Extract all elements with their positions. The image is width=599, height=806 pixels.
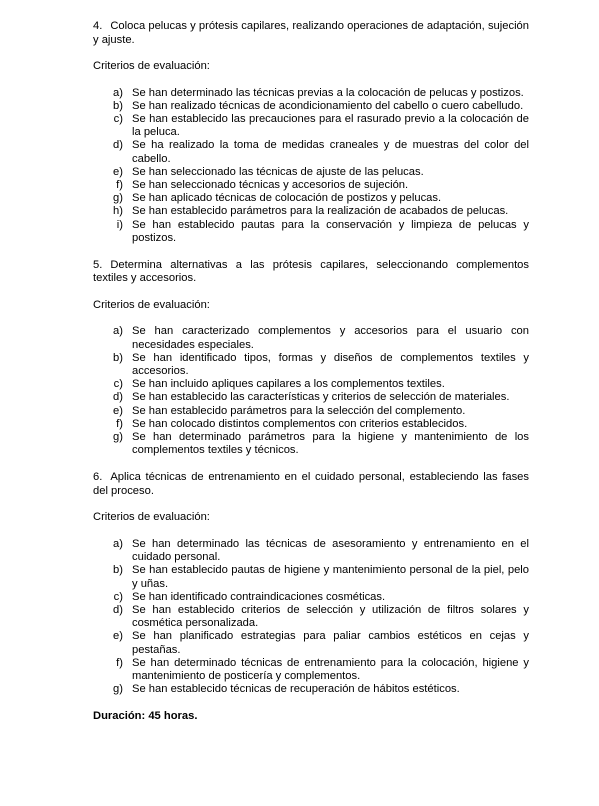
item-text: Se han determinado las técnicas previas a la colocación de pelucas y postizos. [132, 86, 524, 99]
list-item [105, 604, 529, 630]
item-letter: e) [113, 165, 123, 178]
item-text: Se ha realizado la toma de medidas craneales y de muestras del color del cabello. [132, 139, 529, 165]
item-text: Se han planificado estrategias para paliar cambios estéticos en cejas y pestañas. [132, 630, 529, 656]
item-letter: h) [113, 205, 123, 218]
item-letter: c) [113, 112, 123, 125]
item-letter: d) [113, 139, 123, 152]
item-letter: c) [113, 590, 123, 603]
list-item [105, 325, 529, 351]
document-page [93, 20, 529, 724]
criteria-heading: Criterios de evaluación: [93, 511, 210, 524]
item-text: Se han caracterizado complementos y accesorios para el usuario con necesidades especiales. [132, 325, 529, 351]
list-item [105, 405, 529, 418]
outcome-text: Aplica técnicas de entrenamiento en el cuidado personal, estableciendo las fases del proceso. [93, 471, 529, 497]
criteria-list [93, 87, 529, 245]
item-letter: b) [113, 99, 123, 112]
duration-text: Duración: 45 horas. [93, 710, 198, 723]
item-letter: g) [113, 192, 123, 205]
item-text: Se han determinado parámetros para la higiene y mantenimiento de los complementos textiles y técnicos. [132, 431, 529, 457]
list-item [105, 113, 529, 139]
item-letter: g) [113, 683, 123, 696]
outcome-text: Coloca pelucas y prótesis capilares, realizando operaciones de adaptación, sujeción y ajuste. [93, 20, 529, 46]
list-item [105, 378, 529, 391]
outcome-text: Determina alternativas a las prótesis capilares, seleccionando complementos textiles y accesorios. [93, 258, 529, 285]
item-text: Se han identificado contraindicaciones cosméticas. [132, 590, 386, 603]
list-item [105, 87, 529, 100]
criteria-list [93, 538, 529, 696]
list-item [105, 431, 529, 457]
outcome-number: 4. [93, 20, 103, 32]
criteria-heading: Criterios de evaluación: [93, 60, 210, 72]
item-text: Se han colocado distintos complementos con criterios establecidos. [132, 417, 468, 430]
item-letter: c) [113, 378, 123, 391]
item-text: Se han establecido pautas de higiene y mantenimiento personal de la piel, pelo y uñas. [132, 564, 529, 590]
item-letter: b) [113, 564, 123, 577]
list-item [105, 139, 529, 165]
item-text: Se han seleccionado las técnicas de ajuste de las pelucas. [132, 165, 424, 178]
item-text: Se han establecido las precauciones para el rasurado previo a la colocación de la peluca. [132, 112, 529, 139]
item-text: Se han identificado tipos, formas y diseños de complementos textiles y accesorios. [132, 351, 529, 378]
item-letter: a) [113, 325, 123, 338]
item-text: Se han aplicado técnicas de colocación de postizos y pelucas. [132, 192, 442, 205]
list-item [105, 179, 529, 192]
criteria-list [93, 325, 529, 457]
item-text: Se han establecido pautas para la conservación y limpieza de pelucas y postizos. [132, 218, 529, 244]
item-letter: i) [116, 218, 123, 231]
item-letter: d) [113, 603, 123, 616]
list-item [105, 205, 529, 218]
item-letter: f) [116, 178, 123, 191]
list-item [105, 418, 529, 431]
list-item [105, 591, 529, 604]
item-letter: f) [116, 417, 123, 430]
learning-outcome-5 [93, 259, 529, 286]
list-item [105, 657, 529, 683]
list-item [105, 352, 529, 378]
list-item [105, 100, 529, 113]
item-text: Se han determinado las técnicas de asesoramiento y entrenamiento en el cuidado personal. [132, 537, 529, 564]
outcome-number: 5. [93, 258, 103, 271]
list-item [105, 630, 529, 656]
item-letter: a) [113, 86, 123, 99]
list-item [105, 538, 529, 564]
list-item [105, 391, 529, 404]
list-item [105, 683, 529, 696]
list-item [105, 166, 529, 179]
list-item [105, 192, 529, 205]
item-letter: b) [113, 351, 123, 364]
item-text: Se han establecido técnicas de recuperación de hábitos estéticos. [132, 683, 460, 696]
item-letter: a) [113, 537, 123, 550]
item-text: Se han seleccionado técnicas y accesorios de sujeción. [132, 178, 409, 191]
item-text: Se han establecido parámetros para la realización de acabados de pelucas. [132, 205, 509, 218]
item-letter: e) [113, 404, 123, 417]
item-letter: d) [113, 391, 123, 404]
item-letter: f) [116, 656, 123, 669]
item-text: Se han realizado técnicas de acondicionamiento del cabello o cuero cabelludo. [132, 99, 524, 112]
list-item [105, 564, 529, 590]
item-letter: g) [113, 431, 123, 444]
item-text: Se han establecido parámetros para la selección del complemento. [132, 404, 466, 417]
item-letter: e) [113, 630, 123, 643]
item-text: Se han determinado técnicas de entrenamiento para la colocación, higiene y mantenimiento de posticería y complementos. [132, 656, 529, 682]
item-text: Se han incluido apliques capilares a los complementos textiles. [132, 378, 445, 391]
criteria-heading: Criterios de evaluación: [93, 298, 210, 311]
learning-outcome-6 [93, 471, 529, 498]
learning-outcome-4 [93, 20, 529, 47]
outcome-number: 6. [93, 471, 103, 484]
list-item [105, 219, 529, 245]
item-text: Se han establecido las características y criterios de selección de materiales. [132, 391, 510, 404]
item-text: Se han establecido criterios de selección y utilización de filtros solares y cosmética personalizada. [132, 603, 529, 630]
